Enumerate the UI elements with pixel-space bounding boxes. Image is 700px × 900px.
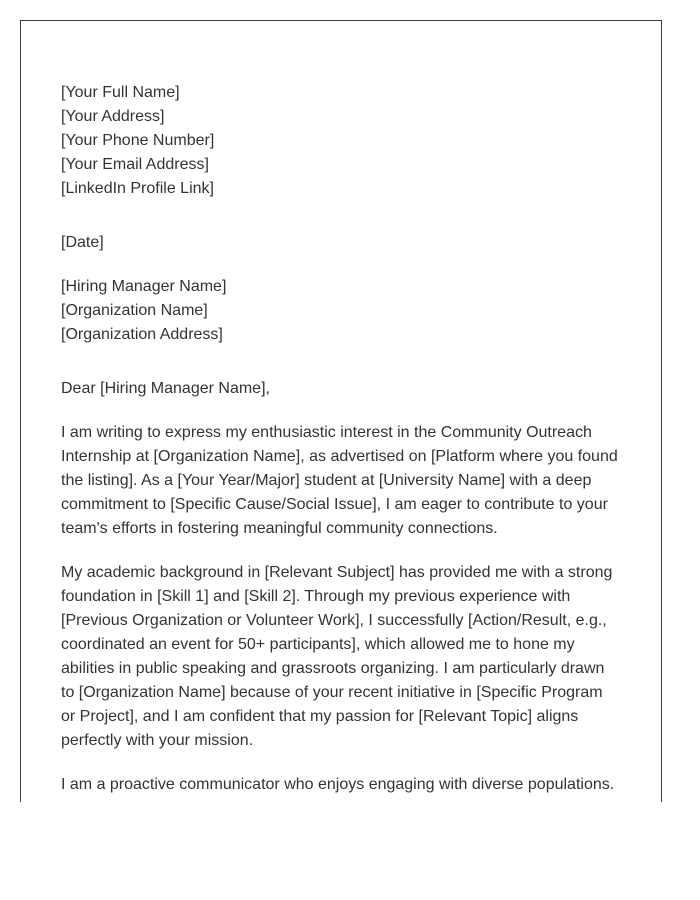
- paragraph-line: team's efforts in fostering meaningful community connections.: [61, 520, 498, 537]
- paragraph-line: [Previous Organization or Volunteer Work], I successfully [Action/Result, e.g.,: [61, 612, 607, 629]
- cover-letter: [61, 81, 626, 797]
- letter-date: [Date]: [61, 234, 104, 251]
- recipient-organization: [Organization Name]: [61, 302, 208, 319]
- paragraph-line: foundation in [Skill 1] and [Skill 2]. Through my previous experience with: [61, 588, 571, 605]
- letter-page: [20, 20, 662, 802]
- recipient-address: [Organization Address]: [61, 326, 223, 343]
- greeting-line: Dear [Hiring Manager Name],: [61, 380, 270, 397]
- recipient-manager: [Hiring Manager Name]: [61, 278, 227, 295]
- paragraph-line: coordinated an event for 50+ participants], which allowed me to hone my: [61, 636, 575, 653]
- sender-email: [Your Email Address]: [61, 156, 209, 173]
- date-block: [61, 231, 626, 255]
- paragraph-background: [61, 561, 626, 753]
- paragraph-line: perfectly with your mission.: [61, 732, 254, 749]
- paragraph-line: Internship at [Organization Name], as advertised on [Platform where you found: [61, 448, 618, 465]
- paragraph-line: I am a proactive communicator who enjoys engaging with diverse populations.: [61, 776, 615, 793]
- sender-address: [Your Address]: [61, 108, 165, 125]
- paragraph-intro: [61, 421, 626, 541]
- paragraph-line: commitment to [Specific Cause/Social Issue], I am eager to contribute to your: [61, 496, 608, 513]
- sender-block: [61, 81, 626, 201]
- paragraph-line: or Project], and I am confident that my passion for [Relevant Topic] aligns: [61, 708, 579, 725]
- paragraph-communicator: [61, 773, 626, 797]
- paragraph-line: the listing]. As a [Your Year/Major] student at [University Name] with a deep: [61, 472, 592, 489]
- sender-linkedin: [LinkedIn Profile Link]: [61, 180, 214, 197]
- salutation: [61, 377, 626, 401]
- sender-phone: [Your Phone Number]: [61, 132, 215, 149]
- paragraph-line: to [Organization Name] because of your recent initiative in [Specific Program: [61, 684, 603, 701]
- recipient-block: [61, 275, 626, 347]
- paragraph-line: I am writing to express my enthusiastic interest in the Community Outreach: [61, 424, 592, 441]
- sender-full-name: [Your Full Name]: [61, 84, 180, 101]
- paragraph-line: abilities in public speaking and grassroots organizing. I am particularly drawn: [61, 660, 605, 677]
- paragraph-line: My academic background in [Relevant Subject] has provided me with a strong: [61, 564, 613, 581]
